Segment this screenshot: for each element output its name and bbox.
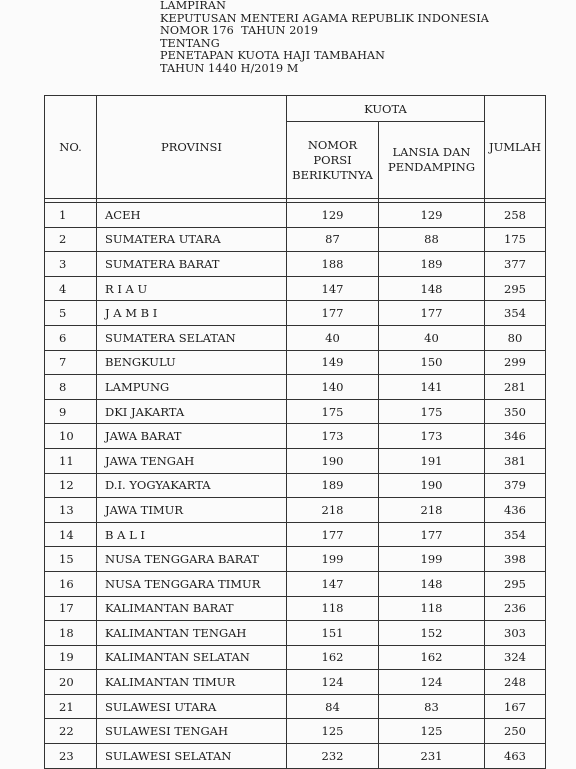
header-provinsi: PROVINSI xyxy=(97,96,287,199)
table-row xyxy=(45,252,546,277)
cell-lansia: 125 xyxy=(379,719,485,744)
cell-no: 6 xyxy=(45,325,97,350)
table-row xyxy=(45,325,546,350)
table-row xyxy=(45,694,546,719)
cell-no: 7 xyxy=(45,350,97,375)
cell-no: 19 xyxy=(45,645,97,670)
cell-lansia: 173 xyxy=(379,424,485,449)
cell-jumlah: 236 xyxy=(485,596,546,621)
cell-no: 13 xyxy=(45,498,97,523)
cell-no: 1 xyxy=(45,203,97,228)
cell-provinsi: SULAWESI SELATAN xyxy=(97,744,287,769)
cell-provinsi: JAWA BARAT xyxy=(97,424,287,449)
cell-lansia: 83 xyxy=(379,694,485,719)
header-line-penetapan: PENETAPAN KUOTA HAJI TAMBAHAN xyxy=(160,49,386,63)
cell-lansia: 40 xyxy=(379,325,485,350)
cell-provinsi: J A M B I xyxy=(97,301,287,326)
table-row xyxy=(45,203,546,228)
cell-jumlah: 258 xyxy=(485,203,546,228)
header-lansia-line-2: PENDAMPING xyxy=(387,160,476,174)
header-kuota: KUOTA xyxy=(287,96,485,122)
cell-jumlah: 346 xyxy=(485,424,546,449)
header-line-lampiran: LAMPIRAN xyxy=(160,0,227,12)
cell-jumlah: 303 xyxy=(485,621,546,646)
table-row xyxy=(45,522,546,547)
cell-lansia: 129 xyxy=(379,203,485,228)
cell-nomor-porsi: 199 xyxy=(287,547,379,572)
table-row xyxy=(45,571,546,596)
cell-no: 5 xyxy=(45,301,97,326)
table-row xyxy=(45,498,546,523)
cell-provinsi: KALIMANTAN TIMUR xyxy=(97,670,287,695)
cell-nomor-porsi: 124 xyxy=(287,670,379,695)
cell-lansia: 148 xyxy=(379,276,485,301)
cell-jumlah: 436 xyxy=(485,498,546,523)
cell-no: 23 xyxy=(45,744,97,769)
table-row xyxy=(45,227,546,252)
cell-provinsi: JAWA TENGAH xyxy=(97,448,287,473)
cell-lansia: 177 xyxy=(379,522,485,547)
table-row xyxy=(45,276,546,301)
cell-nomor-porsi: 218 xyxy=(287,498,379,523)
cell-lansia: 141 xyxy=(379,375,485,400)
cell-lansia: 162 xyxy=(379,645,485,670)
cell-nomor-porsi: 147 xyxy=(287,571,379,596)
cell-lansia: 231 xyxy=(379,744,485,769)
header-nomor-porsi-line-3: BERIKUTNYA xyxy=(292,167,373,182)
cell-nomor-porsi: 175 xyxy=(287,399,379,424)
cell-no: 11 xyxy=(45,448,97,473)
cell-jumlah: 377 xyxy=(485,252,546,277)
cell-no: 4 xyxy=(45,276,97,301)
cell-lansia: 148 xyxy=(379,571,485,596)
cell-nomor-porsi: 177 xyxy=(287,301,379,326)
header-line-tahun: TAHUN 1440 H/2019 M xyxy=(160,61,299,75)
cell-nomor-porsi: 189 xyxy=(287,473,379,498)
cell-no: 17 xyxy=(45,596,97,621)
cell-provinsi: NUSA TENGGARA TIMUR xyxy=(97,571,287,596)
cell-no: 3 xyxy=(45,252,97,277)
cell-jumlah: 175 xyxy=(485,227,546,252)
cell-lansia: 190 xyxy=(379,473,485,498)
cell-no: 22 xyxy=(45,719,97,744)
header-nomor-porsi-line-2: PORSI xyxy=(313,152,352,167)
cell-no: 2 xyxy=(45,227,97,252)
cell-provinsi: SUMATERA SELATAN xyxy=(97,325,287,350)
cell-nomor-porsi: 125 xyxy=(287,719,379,744)
cell-no: 8 xyxy=(45,375,97,400)
cell-provinsi: KALIMANTAN BARAT xyxy=(97,596,287,621)
header-line-keputusan: KEPUTUSAN MENTERI AGAMA REPUBLIK INDONESIA xyxy=(160,11,489,25)
cell-provinsi: KALIMANTAN TENGAH xyxy=(97,621,287,646)
cell-lansia: 218 xyxy=(379,498,485,523)
cell-nomor-porsi: 147 xyxy=(287,276,379,301)
cell-jumlah: 350 xyxy=(485,399,546,424)
cell-lansia: 124 xyxy=(379,670,485,695)
cell-no: 16 xyxy=(45,571,97,596)
header-nomor-porsi xyxy=(287,122,379,199)
cell-provinsi: JAWA TIMUR xyxy=(97,498,287,523)
header-line-nomor: NOMOR 176 TAHUN 2019 xyxy=(160,24,319,38)
cell-lansia: 175 xyxy=(379,399,485,424)
cell-lansia: 177 xyxy=(379,301,485,326)
cell-provinsi: DKI JAKARTA xyxy=(97,399,287,424)
table-row xyxy=(45,301,546,326)
cell-nomor-porsi: 84 xyxy=(287,694,379,719)
table-row xyxy=(45,621,546,646)
kuota-table xyxy=(44,95,546,769)
cell-no: 14 xyxy=(45,522,97,547)
cell-nomor-porsi: 151 xyxy=(287,621,379,646)
header-jumlah: JUMLAH xyxy=(485,96,546,199)
cell-nomor-porsi: 87 xyxy=(287,227,379,252)
table-row xyxy=(45,375,546,400)
cell-nomor-porsi: 118 xyxy=(287,596,379,621)
cell-provinsi: KALIMANTAN SELATAN xyxy=(97,645,287,670)
cell-lansia: 150 xyxy=(379,350,485,375)
cell-provinsi: SUMATERA BARAT xyxy=(97,252,287,277)
cell-jumlah: 250 xyxy=(485,719,546,744)
cell-no: 15 xyxy=(45,547,97,572)
cell-provinsi: SULAWESI TENGAH xyxy=(97,719,287,744)
cell-nomor-porsi: 190 xyxy=(287,448,379,473)
header-lansia xyxy=(379,122,485,199)
table-row xyxy=(45,670,546,695)
header-line-tentang: TENTANG xyxy=(160,36,220,50)
cell-nomor-porsi: 177 xyxy=(287,522,379,547)
cell-jumlah: 299 xyxy=(485,350,546,375)
header-no: NO. xyxy=(45,96,97,199)
cell-jumlah: 463 xyxy=(485,744,546,769)
cell-provinsi: B A L I xyxy=(97,522,287,547)
table-row xyxy=(45,399,546,424)
cell-lansia: 88 xyxy=(379,227,485,252)
table-row xyxy=(45,547,546,572)
header-nomor-porsi-line-1: NOMOR xyxy=(307,137,358,152)
cell-lansia: 118 xyxy=(379,596,485,621)
cell-jumlah: 281 xyxy=(485,375,546,400)
cell-lansia: 199 xyxy=(379,547,485,572)
table-row xyxy=(45,645,546,670)
cell-nomor-porsi: 40 xyxy=(287,325,379,350)
cell-no: 12 xyxy=(45,473,97,498)
table-row xyxy=(45,424,546,449)
cell-no: 18 xyxy=(45,621,97,646)
cell-jumlah: 80 xyxy=(485,325,546,350)
cell-nomor-porsi: 173 xyxy=(287,424,379,449)
cell-provinsi: D.I. YOGYAKARTA xyxy=(97,473,287,498)
cell-jumlah: 398 xyxy=(485,547,546,572)
cell-nomor-porsi: 129 xyxy=(287,203,379,228)
table-row xyxy=(45,350,546,375)
table-row xyxy=(45,719,546,744)
cell-provinsi: BENGKULU xyxy=(97,350,287,375)
cell-jumlah: 381 xyxy=(485,448,546,473)
cell-no: 21 xyxy=(45,694,97,719)
header-lansia-line-1: LANSIA DAN xyxy=(392,145,471,159)
cell-lansia: 189 xyxy=(379,252,485,277)
cell-provinsi: R I A U xyxy=(97,276,287,301)
cell-provinsi: SULAWESI UTARA xyxy=(97,694,287,719)
cell-nomor-porsi: 140 xyxy=(287,375,379,400)
cell-jumlah: 295 xyxy=(485,571,546,596)
cell-provinsi: LAMPUNG xyxy=(97,375,287,400)
cell-nomor-porsi: 149 xyxy=(287,350,379,375)
cell-provinsi: SUMATERA UTARA xyxy=(97,227,287,252)
cell-jumlah: 354 xyxy=(485,522,546,547)
table-row xyxy=(45,448,546,473)
table-row xyxy=(45,473,546,498)
cell-jumlah: 295 xyxy=(485,276,546,301)
cell-provinsi: NUSA TENGGARA BARAT xyxy=(97,547,287,572)
cell-no: 9 xyxy=(45,399,97,424)
document-header xyxy=(160,0,489,76)
cell-lansia: 152 xyxy=(379,621,485,646)
cell-provinsi: ACEH xyxy=(97,203,287,228)
cell-nomor-porsi: 188 xyxy=(287,252,379,277)
cell-no: 20 xyxy=(45,670,97,695)
cell-jumlah: 324 xyxy=(485,645,546,670)
table-row xyxy=(45,596,546,621)
cell-lansia: 191 xyxy=(379,448,485,473)
cell-jumlah: 379 xyxy=(485,473,546,498)
cell-jumlah: 248 xyxy=(485,670,546,695)
cell-jumlah: 354 xyxy=(485,301,546,326)
cell-no: 10 xyxy=(45,424,97,449)
cell-nomor-porsi: 232 xyxy=(287,744,379,769)
table-row xyxy=(45,744,546,769)
cell-nomor-porsi: 162 xyxy=(287,645,379,670)
cell-jumlah: 167 xyxy=(485,694,546,719)
